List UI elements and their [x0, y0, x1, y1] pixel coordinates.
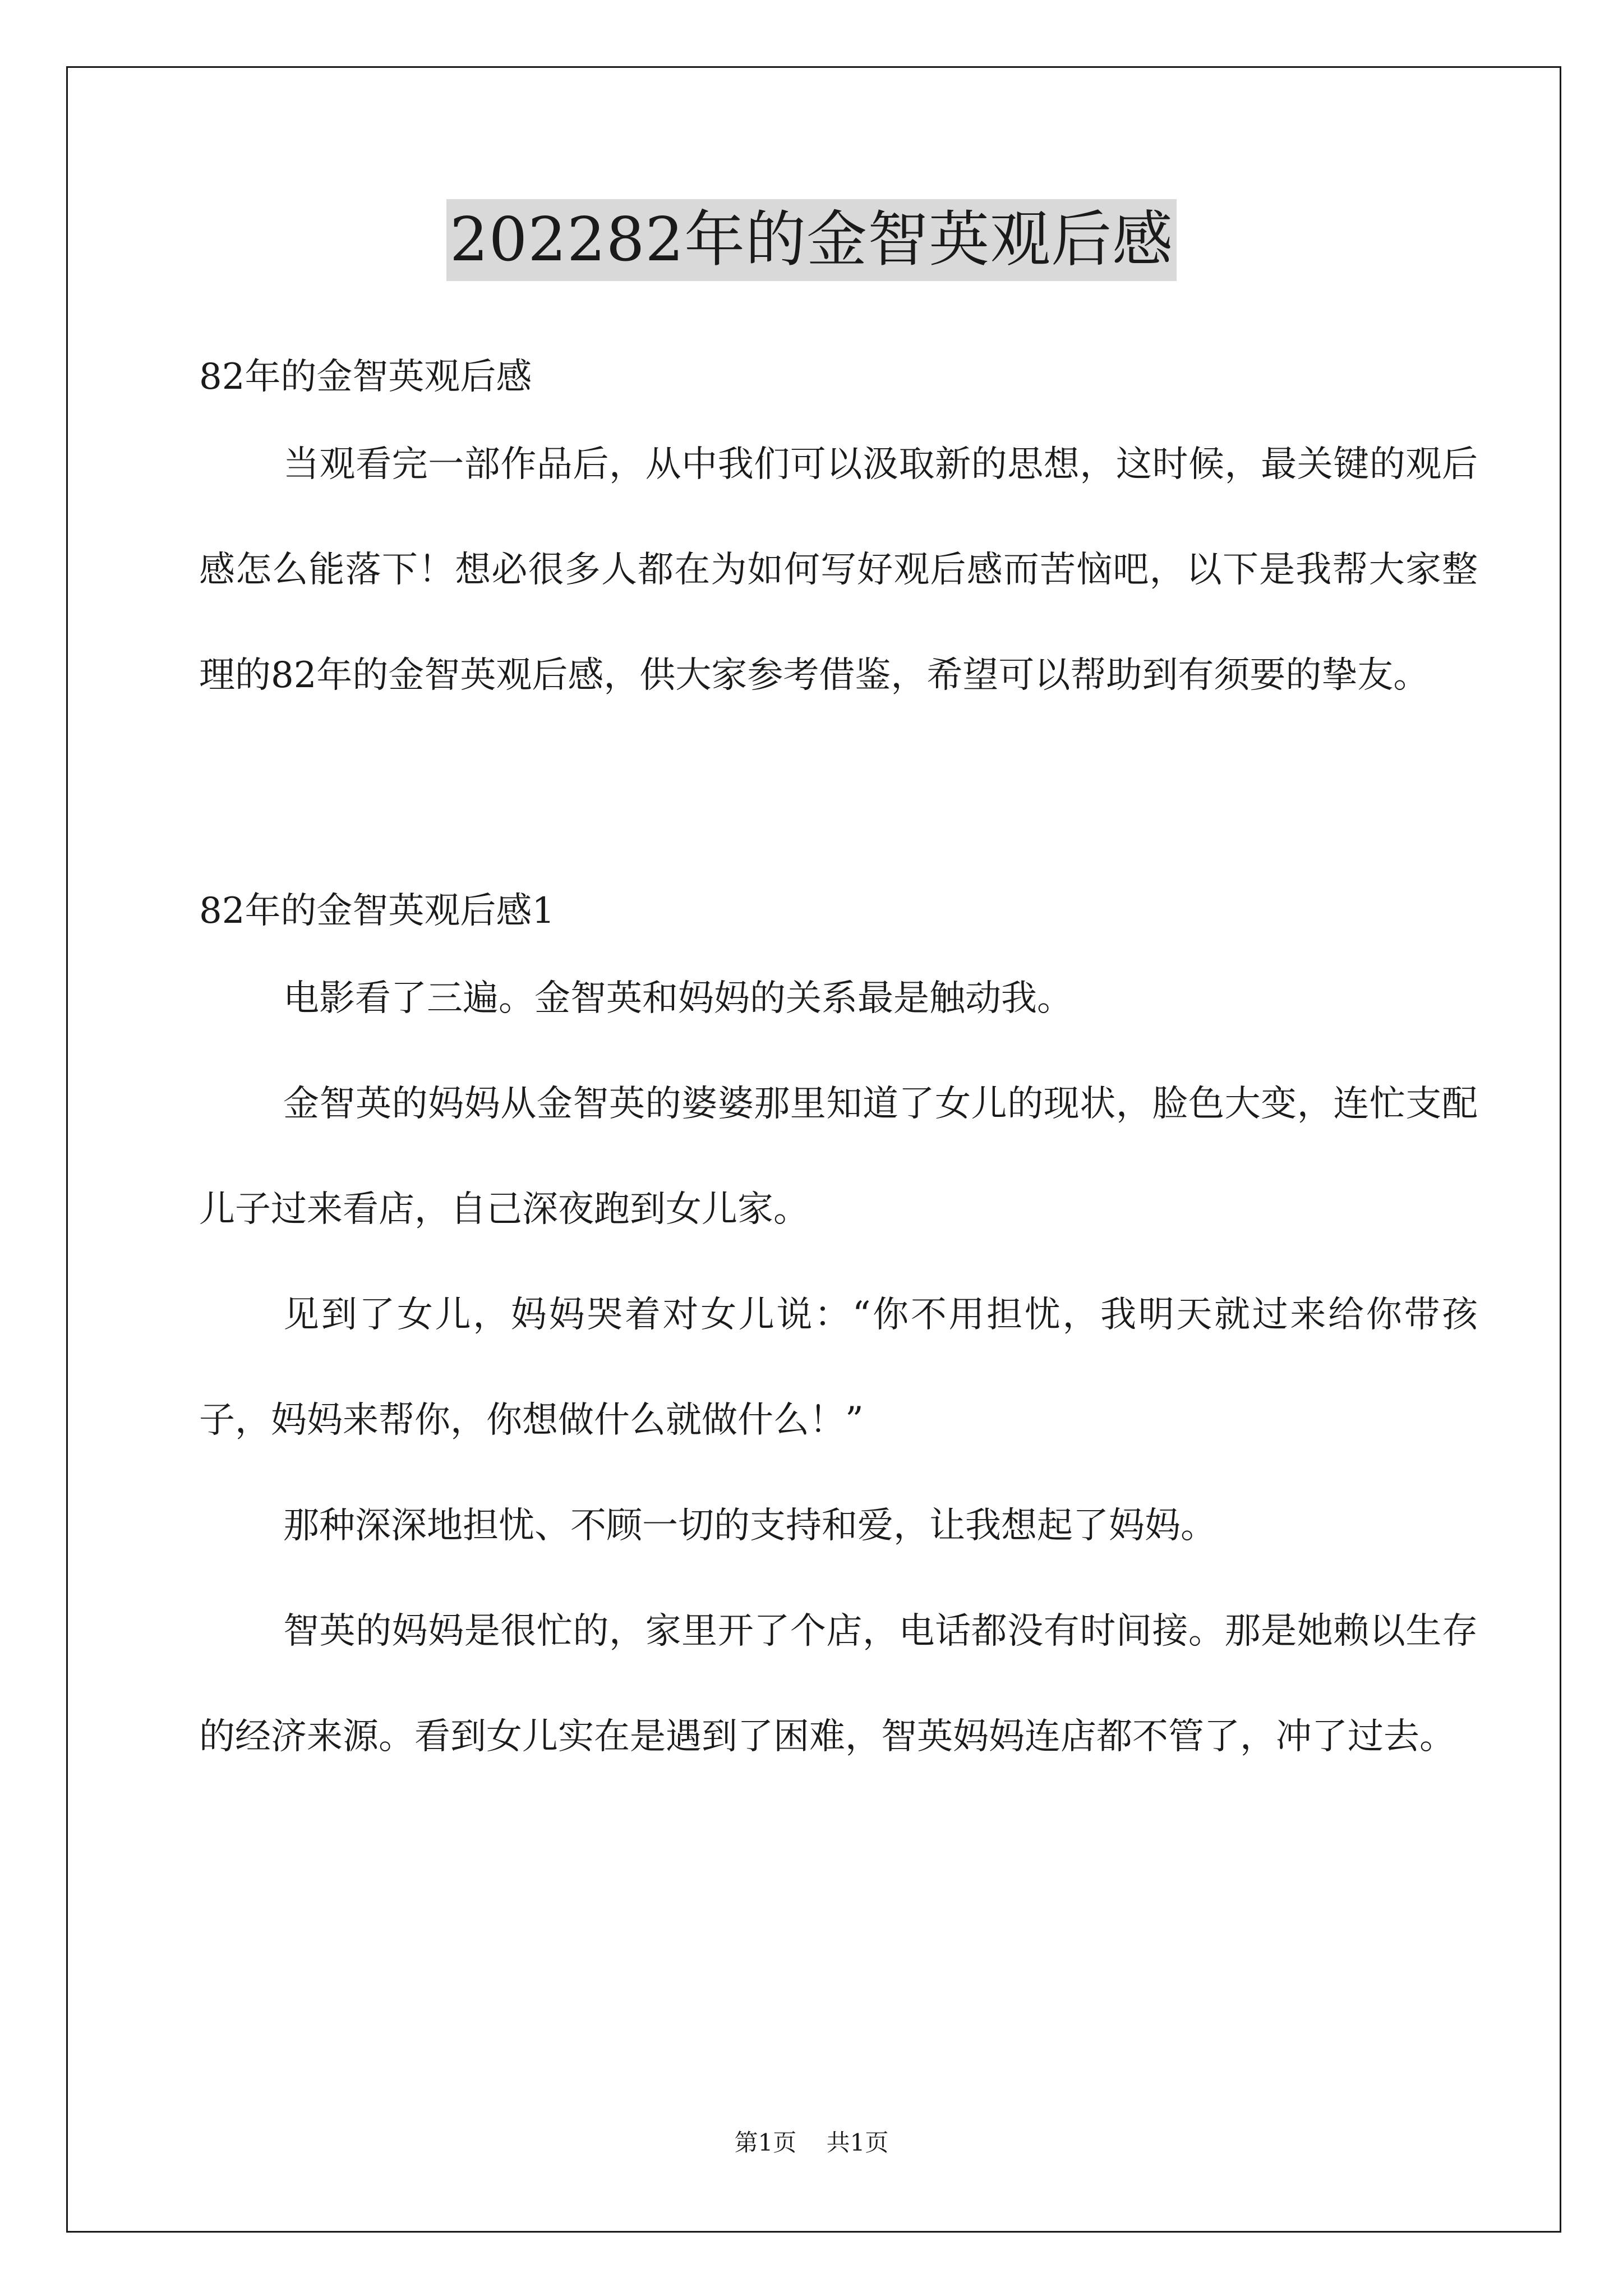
intro-paragraph: 当观看完一部作品后，从中我们可以汲取新的思想，这时候，最关键的观后感怎么能落下！想必很多人都在为如何写好观后感而苦恼吧，以下是我帮大家整理的82年的金智英观后感，供大家参考借鉴，希望可以帮助到有须要的挚友。 — [199, 444, 1478, 696]
title-container — [0, 199, 1623, 281]
body-paragraph: 智英的妈妈是很忙的，家里开了个店，电话都没有时间接。那是她赖以生存的经济来源。看到女儿实在是遇到了困难，智英妈妈连店都不管了，冲了过去。 — [199, 1611, 1478, 1757]
body-paragraph: 电影看了三遍。金智英和妈妈的关系最是触动我。 — [283, 978, 1073, 1019]
document-title: 202282年的金智英观后感 — [446, 199, 1177, 281]
section-title: 82年的金智英观后感1 — [199, 890, 555, 932]
body-paragraph: 见到了女儿，妈妈哭着对女儿说：“你不用担忧，我明天就过来给你带孩子，妈妈来帮你，你想做什么就做什么！” — [199, 1294, 1478, 1441]
document-heading: 82年的金智英观后感 — [199, 356, 532, 398]
body-paragraph: 那种深深地担忧、不顾一切的支持和爱，让我想起了妈妈。 — [283, 1505, 1216, 1547]
section-spacer — [199, 728, 1478, 876]
page-footer: 第1页 共1页 — [734, 2129, 889, 2156]
body-paragraph: 金智英的妈妈从金智英的婆婆那里知道了女儿的现状，脸色大变，连忙支配儿子过来看店，自己深夜跑到女儿家。 — [199, 1083, 1478, 1230]
document-body — [199, 342, 1478, 1789]
